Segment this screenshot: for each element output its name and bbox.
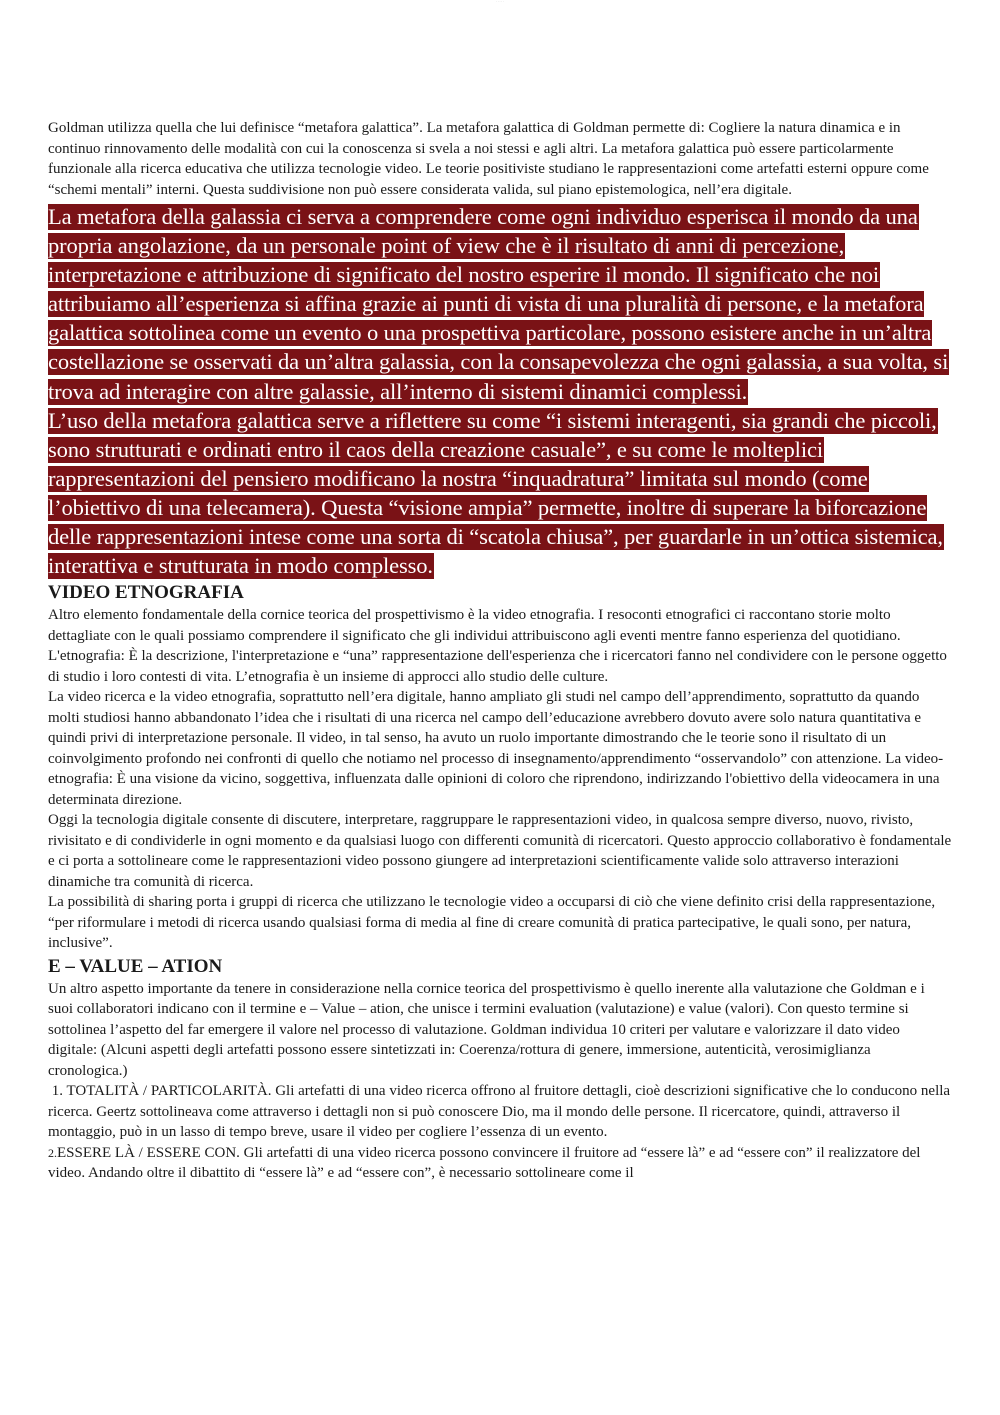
highlight-text-1: La metafora della galassia ci serva a comprendere come ogni individuo esperisca il mondo da una propria angolazione, da un personale point of view che è il risultato di anni di percezione, interpretazione e attribuzione di significato del nostro esperire il mondo. Il significato che noi attribuiamo all’esperienza si affina grazie ai punti di vista di una pluralità di persone, e la metafora galattica sottolinea come un evento o una prospettiva particolare, possono esistere anche in un’altra costellazione se osservati da un’altra galassia, con la consapevolezza che ogni galassia, a sua volta, si trova ad interagire con altre galassie, all’interno di sistemi dinamici complessi.: [48, 204, 949, 404]
heading-evalueation: E – VALUE – ATION: [48, 955, 223, 977]
ev-paragraph-1: Un altro aspetto importante da tenere in considerazione nella cornice teorica del prospettivismo è quello inerente alla valutazione che Goldman e i suoi collaboratori indicano con il termine e – Value – ation, che unisce i termini evaluation (valutazione) e value (valori). Con questo termine si sottolinea l’aspetto del far emergere il valore nel processo di valutazione. Goldman individua 10 criteri per valutare e valorizzare il dato video digitale: (Alcuni aspetti degli artefatti possono essere sintetizzati in: Coerenza/rottura di genere, immersione, autenticità, verosimiglianza cronologica.): [48, 980, 925, 1079]
header-mark: · · · · ·: [496, 0, 504, 4]
list-item-1-text: TOTALITÀ / PARTICOLARITÀ. Gli artefatti di una video ricerca offrono al fruitore dettagli, cioè descrizioni significative che lo conducono nella ricerca. Geertz sottolineava come attraverso i dettagli non si può conoscere Dio, ma il mondo delle persone. Il ricercatore, quindi, attraverso il montaggio, può in un lasso di tempo breve, usare il video per cogliere l’essenza di un evento.: [48, 1083, 951, 1141]
intro-paragraph: Goldman utilizza quella che lui definisce “metafora galattica”. La metafora galattica di Goldman permette di: Cogliere la natura dinamica e in continuo rinnovamento delle modalità con cui la conoscenza si svela a noi stessi e agli altri. La metafora galattica può essere particolarmente funzionale alla ricerca educativa che utilizza tecnologie video. Le teorie positiviste studiano le rappresentazioni come artefatti esterni oppure come “schemi mentali” interni. Questa suddivisione non può essere considerata valida, sul piano epistemologica, nell’era digitale.: [48, 120, 929, 198]
ve-paragraph-4: La possibilità di sharing porta i gruppi di ricerca che utilizzano le tecnologie video a occuparsi di ciò che viene definito crisi della rappresentazione, “per riformulare i metodi di ricerca usando qualsiasi forma di media al fine di creare comunità di pratica partecipative, le quali sono, per natura, inclusive”.: [48, 894, 936, 952]
highlighted-section: [48, 202, 952, 580]
ve-paragraph-3: Oggi la tecnologia digitale consente di discutere, interpretare, raggruppare le rappresentazioni video, in qualcosa sempre diverso, nuovo, rivisto, rivisitato e di condividerle in ogni momento e da qualsiasi luogo con differenti comunità di ricercatori. Questo approccio collaborativo è fondamentale e ci porta a sottolineare come le rappresentazioni video possono giungere ad interpretazioni scientificamente valide solo attraverso interazioni dinamiche tra comunità di ricerca.: [48, 812, 952, 890]
heading-video-etnografia: VIDEO ETNOGRAFIA: [48, 582, 244, 604]
ve-paragraph-1: Altro elemento fondamentale della cornice teorica del prospettivismo è la video etnografia. I resoconti etnografici ci raccontano storie molto dettagliate con le quali possiamo comprendere il significato che gli individui attribuiscono agli eventi mentre fanno esperienza del quotidiano. L'etnografia: È la descrizione, l'interpretazione e “una” rappresentazione dell'esperienza che i ricercatori fanno nel condividere con le persone oggetto di studio i loro contesti di vita. L’etnografia è un insieme di approcci allo studio delle culture.: [48, 607, 947, 685]
highlight-paragraph-2: [48, 406, 952, 581]
list-item-1: [48, 1081, 952, 1143]
page-content: [48, 118, 952, 1184]
list-item-1-number: 1.: [51, 1083, 63, 1100]
list-item-2-number: 2.: [48, 1145, 57, 1160]
ve-paragraph-2: La video ricerca e la video etnografia, soprattutto nell’era digitale, hanno ampliato gli studi nel campo dell’apprendimento, soprattutto da quando molti studiosi hanno abbandonato l’idea che i risultati di una ricerca nel campo dell’educazione avrebbero dovuto avere solo natura quantitativa e quindi privi di interpretazione personale. Il video, in tal senso, ha avuto un ruolo importante dimostrando che le teorie sono il risultato di un coinvolgimento profondo nei confronti di quello che notiamo nel processo di insegnamento/apprendimento “osservandolo” con attenzione. La video-etnografia: È una visione da vicino, soggettiva, influenzata dalle opinioni di coloro che riprendono, indirizzando l'obiettivo della videocamera in una determinata direzione.: [48, 689, 944, 808]
highlight-text-2: L’uso della metafora galattica serve a riflettere su come “i sistemi interagenti, sia grandi che piccoli, sono strutturati e ordinati entro il caos della creazione casuale”, e su come le molteplici rappresentazioni del pensiero modificano la nostra “inquadratura” limitata sul mondo (come l’obiettivo di una telecamera). Questa “visione ampia” permette, inoltre di superare la biforcazione delle rappresentazioni intese come una sorta di “scatola chiusa”, per guardarle in un’ottica sistemica, interattiva e strutturata in modo complesso.: [48, 407, 943, 579]
highlight-paragraph-1: [48, 202, 952, 406]
list-item-2: [48, 1143, 952, 1184]
list-item-2-text: ESSERE LÀ / ESSERE CON. Gli artefatti di una video ricerca possono convincere il fruitore ad “essere là” e ad “essere con” il realizzatore del video. Andando oltre il dibattito di “essere là” e ad “essere con”, è necessario sottolineare come il: [48, 1144, 921, 1182]
